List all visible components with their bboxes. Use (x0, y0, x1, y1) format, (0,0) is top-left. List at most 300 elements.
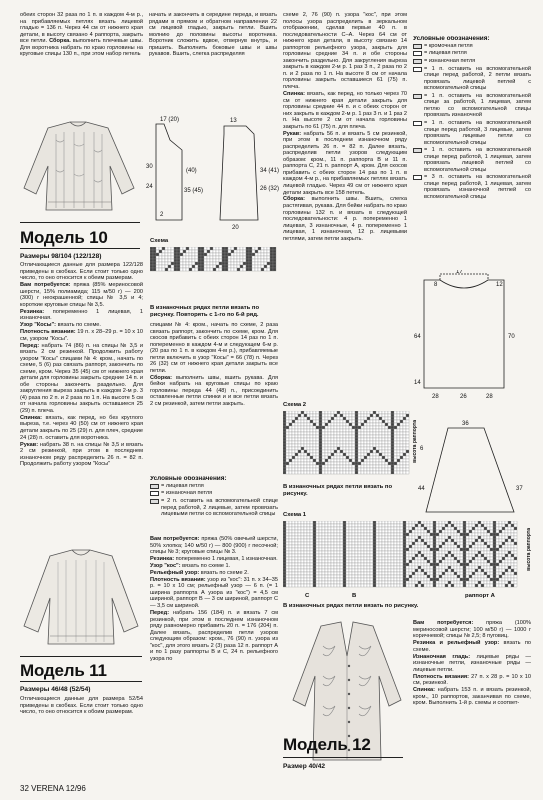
chart-cell (367, 530, 370, 533)
chart-cell (295, 417, 298, 420)
chart-cell (304, 554, 307, 557)
chart-cell (310, 548, 313, 551)
chart-cell (439, 542, 442, 545)
chart-cell (319, 527, 322, 530)
chart-cell (403, 533, 406, 536)
chart-cell (304, 432, 307, 435)
chart-cell (313, 468, 316, 471)
chart-cell (412, 569, 415, 572)
chart-cell (475, 530, 478, 533)
chart-cell (493, 527, 496, 530)
chart-cell (361, 560, 364, 563)
chart-cell (343, 539, 346, 542)
page-footer: 32 VERENA 12/96 (20, 784, 86, 793)
chart-cell (313, 581, 316, 584)
chart-cell (316, 539, 319, 542)
chart-cell (451, 536, 454, 539)
chart-cell (382, 533, 385, 536)
chart-cell (183, 265, 186, 268)
chart-cell (292, 566, 295, 569)
chart-cell (382, 411, 385, 414)
chart-cell (352, 423, 355, 426)
chart-cell (376, 459, 379, 462)
chart-cell (295, 435, 298, 438)
chart-cell (337, 447, 340, 450)
chart-cell (273, 247, 276, 250)
chart-cell (301, 524, 304, 527)
chart-cell (397, 539, 400, 542)
chart-cell (328, 468, 331, 471)
chart-cell (322, 530, 325, 533)
chart-cell (343, 563, 346, 566)
chart-cell (385, 450, 388, 453)
chart-cell (436, 539, 439, 542)
chart-cell (490, 560, 493, 563)
chart-cell (397, 536, 400, 539)
chart-cell (337, 584, 340, 587)
chart-cell (225, 250, 228, 253)
chart-cell (307, 566, 310, 569)
chart-cell (451, 575, 454, 578)
chart-cell (340, 444, 343, 447)
chart-cell (490, 569, 493, 572)
chart-cell (153, 259, 156, 262)
chart-cell (319, 471, 322, 474)
chart-cell (355, 551, 358, 554)
chart-cell (319, 465, 322, 468)
chart-cell (421, 578, 424, 581)
chart-cell (406, 438, 409, 441)
chart-cell (496, 521, 499, 524)
chart-cell (433, 551, 436, 554)
chart-cell (376, 426, 379, 429)
chart-cell (457, 548, 460, 551)
chart-cell (355, 462, 358, 465)
chart-cell (313, 411, 316, 414)
chart-cell (397, 578, 400, 581)
chart-cell (415, 581, 418, 584)
chart-cell (457, 554, 460, 557)
chart-cell (376, 453, 379, 456)
chart-cell (246, 262, 249, 265)
chart-cell (496, 524, 499, 527)
chart-cell (358, 527, 361, 530)
chart-cell (355, 563, 358, 566)
chart-cell (457, 527, 460, 530)
chart-cell (460, 560, 463, 563)
chart-cell (346, 441, 349, 444)
chart-cell (337, 524, 340, 527)
chart-cell (283, 539, 286, 542)
chart-cell (466, 554, 469, 557)
chart-cell (307, 417, 310, 420)
chart-cell (499, 584, 502, 587)
chart-cell (334, 566, 337, 569)
chart-cell (376, 533, 379, 536)
chart-cell (316, 417, 319, 420)
chart-cell (505, 545, 508, 548)
chart-cell (370, 575, 373, 578)
chart-cell (301, 551, 304, 554)
chart-cell (171, 253, 174, 256)
chart-cell (292, 551, 295, 554)
chart-cell (337, 566, 340, 569)
chart-cell (502, 572, 505, 575)
chart-cell (508, 572, 511, 575)
chart-cell (469, 548, 472, 551)
chart-cell (310, 417, 313, 420)
chart-cell (511, 557, 514, 560)
chart-cell (454, 542, 457, 545)
chart-cell (198, 250, 201, 253)
chart-cell (427, 578, 430, 581)
chart-cell (337, 465, 340, 468)
chart-cell (292, 453, 295, 456)
chart-cell (322, 450, 325, 453)
chart-cell (340, 530, 343, 533)
chart-cell (355, 471, 358, 474)
chart-cell (340, 411, 343, 414)
chart-cell (373, 468, 376, 471)
chart-cell (505, 563, 508, 566)
chart-cell (298, 551, 301, 554)
chart-cell (448, 536, 451, 539)
chart-cell (493, 563, 496, 566)
chart-cell (316, 569, 319, 572)
chart-cell (283, 545, 286, 548)
chart-cell (307, 438, 310, 441)
chart-cell (415, 521, 418, 524)
chart-cell (403, 563, 406, 566)
chart-cell (484, 539, 487, 542)
chart-cell (246, 256, 249, 259)
chart-cell (325, 429, 328, 432)
chart-cell (334, 432, 337, 435)
chart-cell (436, 581, 439, 584)
chart-cell (397, 575, 400, 578)
chart-cell (316, 521, 319, 524)
chart-cell (397, 533, 400, 536)
chart-cell (249, 250, 252, 253)
chart-cell (406, 551, 409, 554)
chart-cell (499, 539, 502, 542)
chart-cell (355, 542, 358, 545)
chart-cell (391, 453, 394, 456)
chart-cell (418, 572, 421, 575)
chart-cell (289, 581, 292, 584)
chart-cell (328, 578, 331, 581)
chart-cell (388, 557, 391, 560)
chart-cell (343, 557, 346, 560)
chart-cell (252, 253, 255, 256)
chart-cell (286, 566, 289, 569)
chart-cell (436, 530, 439, 533)
chart-cell (448, 572, 451, 575)
chart-cell (478, 551, 481, 554)
chart-cell (334, 533, 337, 536)
chart-cell (469, 542, 472, 545)
chart-cell (298, 426, 301, 429)
chart-cell (319, 453, 322, 456)
chart-cell (286, 572, 289, 575)
chart-cell (433, 575, 436, 578)
chart-cell (310, 465, 313, 468)
chart-cell (388, 441, 391, 444)
chart-cell (379, 420, 382, 423)
chart-cell (400, 459, 403, 462)
chart-cell (364, 411, 367, 414)
chart-cell (283, 423, 286, 426)
chart-cell (508, 545, 511, 548)
chart-cell (385, 429, 388, 432)
chart-cell (379, 545, 382, 548)
chart-cell (343, 554, 346, 557)
chart-cell (307, 563, 310, 566)
chart-cell (514, 530, 517, 533)
chart-cell (310, 581, 313, 584)
chart-cell (421, 551, 424, 554)
chart-cell (463, 542, 466, 545)
chart-cell (490, 566, 493, 569)
rapport-b: B (352, 593, 357, 599)
chart-cell (295, 465, 298, 468)
chart-cell (346, 548, 349, 551)
chart-cell (505, 548, 508, 551)
chart-cell (298, 453, 301, 456)
chart-cell (292, 423, 295, 426)
chart-cell (511, 545, 514, 548)
chart-cell (397, 468, 400, 471)
chart-cell (436, 542, 439, 545)
chart-cell (325, 542, 328, 545)
chart-cell (424, 578, 427, 581)
chart-cell (412, 530, 415, 533)
chart-cell (231, 268, 234, 271)
chart-cell (454, 539, 457, 542)
chart-cell (469, 533, 472, 536)
chart-cell (415, 524, 418, 527)
chart-cell (249, 256, 252, 259)
chart-cell (394, 563, 397, 566)
chart-cell (514, 548, 517, 551)
chart-cell (301, 438, 304, 441)
chart-cell (289, 447, 292, 450)
chart-cell (322, 527, 325, 530)
chart-cell (376, 551, 379, 554)
model10-title: Модель 10 (20, 228, 108, 247)
chart-cell (502, 566, 505, 569)
chart-cell (391, 441, 394, 444)
chart-cell (313, 459, 316, 462)
chart-cell (385, 536, 388, 539)
chart-cell (162, 247, 165, 250)
chart-cell (505, 521, 508, 524)
chart-cell (361, 533, 364, 536)
chart-cell (367, 471, 370, 474)
chart-cell (448, 569, 451, 572)
chart-cell (228, 250, 231, 253)
chart-cell (316, 414, 319, 417)
chart-cell (502, 575, 505, 578)
chart-cell (361, 453, 364, 456)
chart-cell (448, 575, 451, 578)
chart-cell (367, 420, 370, 423)
chart-cell (418, 542, 421, 545)
chart-cell (403, 566, 406, 569)
chart-cell (376, 530, 379, 533)
chart-cell (283, 417, 286, 420)
chart-cell (493, 572, 496, 575)
chart-cell (183, 253, 186, 256)
chart-cell (385, 456, 388, 459)
chart-cell (283, 453, 286, 456)
chart-cell (340, 545, 343, 548)
chart-cell (289, 414, 292, 417)
chart-cell (261, 253, 264, 256)
chart-cell (295, 557, 298, 560)
chart-cell (370, 465, 373, 468)
chart-cell (379, 456, 382, 459)
chart-cell (403, 441, 406, 444)
chart-cell (442, 584, 445, 587)
chart-cell (234, 253, 237, 256)
chart-cell (370, 521, 373, 524)
chart-cell (304, 533, 307, 536)
model10-sleeve-text: спицами № 4: кром., начать по схеме, 2 раза связать раппорт, закончить по схеме, кром. Для скосов прибавить с обеих сторон 14 раз по 1 п. попеременно в каждом 4-м и следующем 6-м р. (20 раз по 1 п. в каждом 4-м р.), прибавляемые петли включить в узор "Косы" = 66 (78) п. Через 26 (32) см от нижнего края детали закрыть все петли. Сборка: выполнить швы, вшить рукава. Для бейки набрать на круговые спицы по краю горловины переда 44 (48) п., присоединить оставленные петли спинки и и все петли вязать 2 см резинкой, затем петли закрыть. (150, 322, 278, 407)
chart-cell (400, 441, 403, 444)
chart-cell (307, 521, 310, 524)
chart-cell (340, 554, 343, 557)
chart-cell (514, 542, 517, 545)
chart-cell (322, 536, 325, 539)
chart-cell (298, 456, 301, 459)
chart-cell (376, 575, 379, 578)
chart-cell (382, 551, 385, 554)
chart-cell (289, 420, 292, 423)
chart-cell (349, 566, 352, 569)
chart-cell (469, 551, 472, 554)
chart-cell (502, 578, 505, 581)
chart-cell (460, 527, 463, 530)
chart-cell (328, 426, 331, 429)
chart-cell (484, 548, 487, 551)
chart-cell (367, 575, 370, 578)
chart-cell (355, 447, 358, 450)
chart-cell (286, 527, 289, 530)
chart-cell (307, 545, 310, 548)
chart-cell (295, 551, 298, 554)
chart-cell (391, 569, 394, 572)
chart-cell (442, 560, 445, 563)
chart-cell (409, 521, 412, 524)
chart-cell (358, 545, 361, 548)
chart-cell (313, 551, 316, 554)
chart-cell (487, 566, 490, 569)
chart-cell (439, 545, 442, 548)
chart-cell (508, 521, 511, 524)
chart-cell (385, 435, 388, 438)
chart-cell (418, 563, 421, 566)
chart-cell (319, 447, 322, 450)
chart-cell (231, 256, 234, 259)
chart-cell (201, 253, 204, 256)
chart-cell (367, 551, 370, 554)
chart-cell (304, 575, 307, 578)
chart-cell (376, 581, 379, 584)
chart-cell (325, 441, 328, 444)
chart-cell (499, 545, 502, 548)
chart-cell (319, 545, 322, 548)
chart-cell (358, 423, 361, 426)
chart-cell (159, 268, 162, 271)
dim-label: 28 (486, 394, 493, 400)
chart-cell (310, 539, 313, 542)
chart-cell (400, 435, 403, 438)
chart-cell (370, 548, 373, 551)
chart-cell (358, 581, 361, 584)
chart-cell (502, 545, 505, 548)
chart-cell (484, 545, 487, 548)
chart-cell (370, 572, 373, 575)
chart-cell (322, 429, 325, 432)
chart-cell (487, 539, 490, 542)
chart-cell (373, 450, 376, 453)
chart-cell (298, 557, 301, 560)
chart-cell (304, 572, 307, 575)
chart-cell (385, 417, 388, 420)
chart-cell (325, 438, 328, 441)
chart-cell (370, 557, 373, 560)
chart-cell (376, 548, 379, 551)
chart-cell (373, 420, 376, 423)
chart-cell (289, 426, 292, 429)
divider (20, 656, 142, 657)
chart-cell (192, 265, 195, 268)
chart-cell (505, 527, 508, 530)
chart-cell (430, 527, 433, 530)
rapport-c: C (305, 593, 310, 599)
chart-cell (349, 420, 352, 423)
chart-cell (382, 462, 385, 465)
chart-cell (469, 584, 472, 587)
chart-cell (400, 420, 403, 423)
chart-cell (427, 563, 430, 566)
chart-cell (346, 560, 349, 563)
chart-cell (493, 575, 496, 578)
chart-cell (286, 465, 289, 468)
chart-cell (406, 533, 409, 536)
chart-cell (373, 453, 376, 456)
chart-cell (195, 250, 198, 253)
chart-cell (307, 411, 310, 414)
chart-cell (415, 551, 418, 554)
chart-cell (234, 265, 237, 268)
chart-cell (292, 563, 295, 566)
chart-cell (505, 530, 508, 533)
chart-cell (325, 521, 328, 524)
chart-cell (403, 575, 406, 578)
chart-cell (313, 429, 316, 432)
chart-cell (379, 465, 382, 468)
chart-cell (508, 578, 511, 581)
chart-cell (337, 551, 340, 554)
chart-cell (343, 545, 346, 548)
chart-cell (361, 524, 364, 527)
chart-cell (283, 557, 286, 560)
chart-cell (298, 578, 301, 581)
chart-cell (343, 581, 346, 584)
chart-cell (286, 530, 289, 533)
